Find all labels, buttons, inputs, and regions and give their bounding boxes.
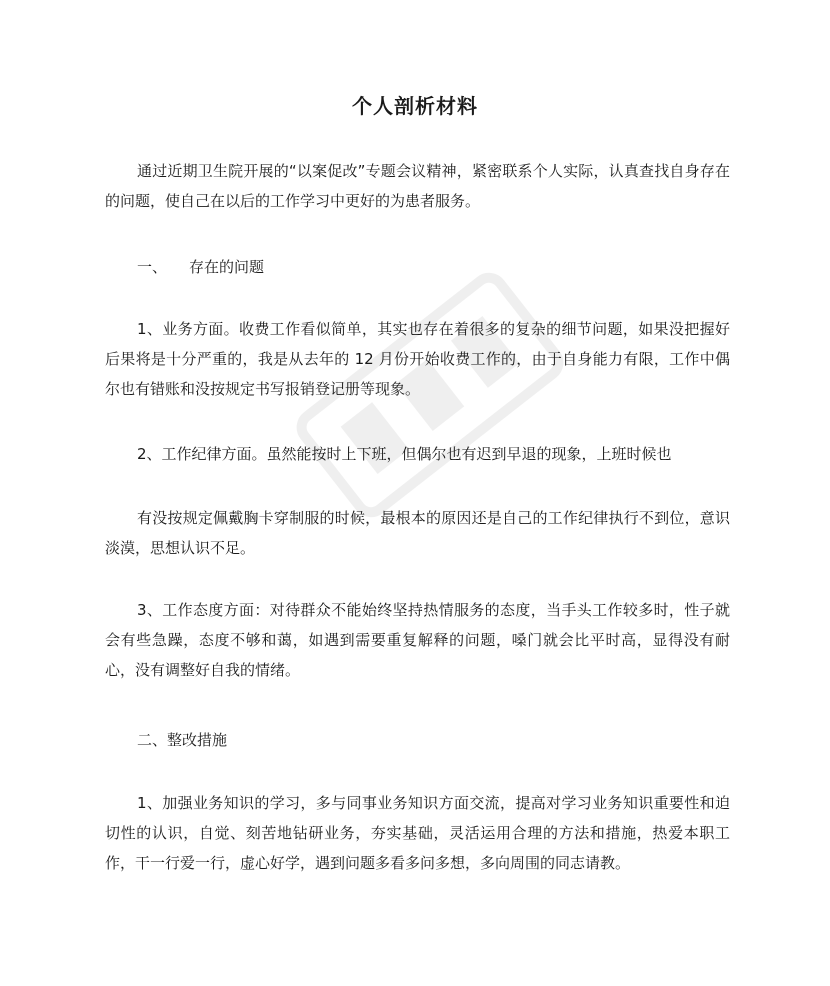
document-title: 个人剖析材料	[352, 94, 478, 118]
paragraph-business: 1、业务方面。收费工作看似简单，其实也存在着很多的复杂的细节问题，如果没把握好后果将是十分严重的，我是从去年的 12 月份开始收费工作的，由于自身能力有限，工作中偶尔也有错账和没按规定书写报销登记册等现象。	[105, 320, 730, 398]
intro-paragraph: 通过近期卫生院开展的“以案促改”专题会议精神，紧密联系个人实际，认真查找自身存在的问题，使自己在以后的工作学习中更好的为患者服务。	[105, 162, 730, 210]
section-heading-problems	[105, 252, 730, 282]
paragraph-discipline-continued: 有没按规定佩戴胸卡穿制服的时候，最根本的原因还是自己的工作纪律执行不到位，意识淡漠，思想认识不足。	[105, 509, 730, 557]
paragraph-discipline: 2、工作纪律方面。虽然能按时上下班，但偶尔也有迟到早退的现象，上班时候也	[137, 445, 672, 463]
section-number: 一、	[137, 258, 168, 276]
section-heading-measures: 二、整改措施	[137, 731, 228, 749]
paragraph-measure-1: 1、加强业务知识的学习，多与同事业务知识方面交流，提高对学习业务知识重要性和迫切性的认识，自觉、刻苦地钻研业务，夯实基础，灵活运用合理的方法和措施，热爱本职工作，干一行爱一行，虚心好学，遇到问题多看多问多想，多向周围的同志请教。	[105, 794, 730, 872]
section-label: 存在的问题	[189, 258, 265, 276]
paragraph-attitude: 3、工作态度方面：对待群众不能始终坚持热情服务的态度，当手头工作较多时，性子就会有些急躁，态度不够和蔼，如遇到需要重复解释的问题，嗓门就会比平时高，显得没有耐心，没有调整好自我的情绪。	[105, 601, 730, 679]
